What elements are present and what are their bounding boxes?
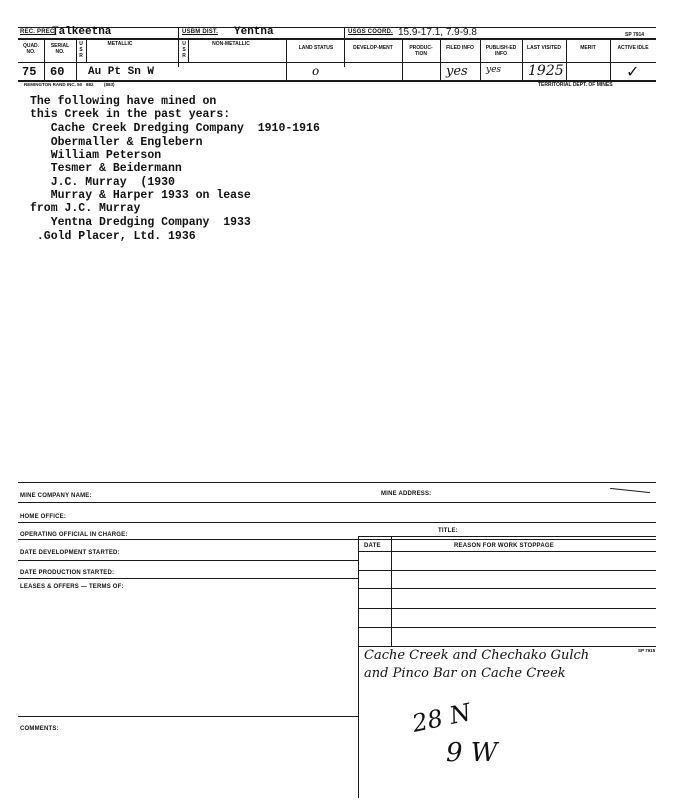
col-production-header: PRODUC-TION bbox=[409, 45, 433, 57]
form-number-2: SP 7915 bbox=[638, 648, 656, 653]
form-code-2: (883) bbox=[104, 82, 115, 87]
serial-value: 60 bbox=[50, 65, 65, 79]
col-nonmetallic-header: NON-METALLIC bbox=[212, 41, 250, 47]
township-note: 28 N bbox=[409, 698, 474, 738]
history-line-6: Tesmer & Beidermann bbox=[30, 162, 182, 175]
col-metallic-header: METALLIC bbox=[107, 41, 133, 47]
usgs-coord-value: 15.9-17.1, 7.9-9.8 bbox=[398, 27, 477, 38]
leases-offers-label: LEASES & OFFERS — TERMS OF: bbox=[20, 584, 124, 590]
history-line-10: Yentna Dredging Company 1933 bbox=[30, 216, 251, 229]
col-usr1-header: U S R bbox=[79, 41, 83, 59]
history-line-4: Obermaller & Englebern bbox=[30, 136, 203, 149]
col-serial-header: SERIAL NO. bbox=[50, 43, 70, 55]
col-filed-header: FILED INFO bbox=[446, 45, 474, 51]
history-line-1: The following have mined on bbox=[30, 95, 217, 108]
col-published-header: PUBLISH-ED INFO bbox=[485, 45, 517, 57]
col-merit-header: MERIT bbox=[580, 45, 596, 51]
home-office-label: HOME OFFICE: bbox=[20, 514, 67, 520]
date-production-label: DATE PRODUCTION STARTED: bbox=[20, 570, 115, 576]
history-line-3: Cache Creek Dredging Company 1910-1916 bbox=[30, 122, 320, 135]
history-line-7: J.C. Murray (1930 bbox=[30, 176, 175, 189]
rec-prec-value: Talkeetna bbox=[52, 26, 112, 38]
land-status-value: o bbox=[312, 64, 320, 78]
location-note-line-2: and Pinco Bar on Cache Creek bbox=[364, 666, 566, 681]
published-info-value: yes bbox=[486, 65, 502, 75]
range-note: 9 W bbox=[446, 738, 498, 768]
usgs-coord-label: USGS COORD. bbox=[348, 29, 393, 35]
history-line-11: .Gold Placer, Ltd. 1936 bbox=[30, 230, 196, 243]
printer-mark: REMINGTON RAND INC. 50 bbox=[24, 82, 83, 87]
col-usr2-header: U S R bbox=[182, 41, 186, 59]
usbm-dist-value: Yentna bbox=[234, 26, 274, 38]
last-visited-value: 1925 bbox=[528, 63, 564, 79]
col-develop-header: DEVELOP-MENT bbox=[353, 45, 393, 51]
filed-info-value: yes bbox=[446, 64, 468, 79]
dept-label: TERRITORIAL DEPT. OF MINES bbox=[538, 82, 613, 88]
quad-value: 75 bbox=[22, 65, 37, 79]
comments-label: COMMENTS: bbox=[20, 726, 59, 732]
history-line-5: William Peterson bbox=[30, 149, 162, 162]
usbm-dist-label: USBM DIST. bbox=[182, 29, 219, 35]
history-line-9: from J.C. Murray bbox=[30, 202, 141, 215]
title-label: TITLE: bbox=[438, 528, 458, 534]
active-check-mark: ✓ bbox=[626, 64, 640, 81]
date-column-label: DATE bbox=[364, 543, 381, 549]
rec-prec-label: REC. PREC. bbox=[20, 29, 57, 35]
history-line-8: Murray & Harper 1933 on lease bbox=[30, 189, 251, 202]
col-active-header: ACTIVE IDLE bbox=[617, 45, 649, 51]
mine-address-label: MINE ADDRESS: bbox=[381, 491, 432, 497]
col-quad-header: QUAD. NO. bbox=[22, 43, 40, 55]
metallic-value: Au Pt Sn W bbox=[88, 66, 155, 78]
operating-official-label: OPERATING OFFICIAL IN CHARGE: bbox=[20, 532, 128, 538]
reason-stoppage-label: REASON FOR WORK STOPPAGE bbox=[454, 543, 554, 549]
col-land-header: LAND STATUS bbox=[298, 45, 334, 51]
location-note-line-1: Cache Creek and Chechako Gulch bbox=[364, 648, 590, 663]
col-visited-header: LAST VISITED bbox=[527, 45, 561, 51]
history-line-2: this Creek in the past years: bbox=[30, 108, 231, 121]
date-development-label: DATE DEVELOPMENT STARTED: bbox=[20, 550, 120, 556]
mine-company-label: MINE COMPANY NAME: bbox=[20, 493, 92, 499]
form-code-1: 882 bbox=[86, 82, 94, 87]
form-number: SP 7914 bbox=[625, 32, 645, 38]
